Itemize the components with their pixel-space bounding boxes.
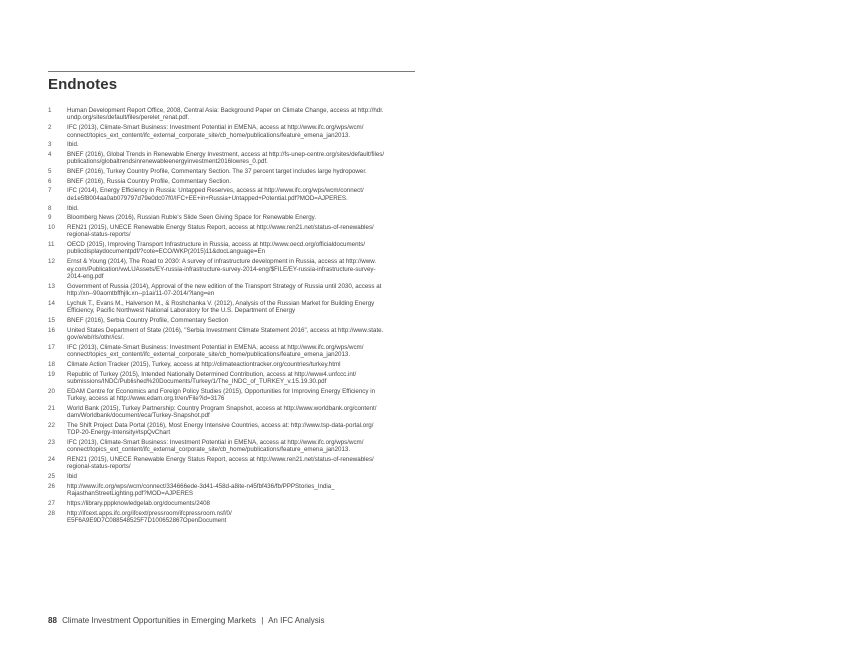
endnote-item xyxy=(48,224,416,239)
endnote-number: 17 xyxy=(48,343,55,351)
endnote-number: 12 xyxy=(48,258,55,266)
endnote-item xyxy=(48,168,416,175)
endnote-text: The Shift Project Data Portal (2016), Most Energy Intensive Countries, access at: http://www.tsp-data-portal.org/ TOP-20-Energy-Intensity#tspQvChart xyxy=(67,421,374,437)
endnote-text: http://ifcext.apps.ifc.org/ifcext/pressroom/ifcpressroom.nsf/0/ E5F6A9E9D7C088548525F7D100652867OpenDocument xyxy=(67,509,232,525)
endnote-number: 2 xyxy=(48,124,52,132)
endnote-number: 22 xyxy=(48,421,55,429)
endnote-text: OECD (2015), Improving Transport Infrastructure in Russia, access at http://www.oecd.org/officialdocuments/ publicdisplaydocumentpdf/?cote=ECO/WKP(2015)11&docLanguage=En xyxy=(67,241,366,256)
endnote-number: 26 xyxy=(48,482,55,490)
endnote-item xyxy=(48,439,416,454)
title-rule xyxy=(48,71,415,72)
endnote-text: IFC (2014), Energy Efficiency in Russia: Untapped Reserves, access at http://www.ifc.org/wps/wcm/connect/ de1e5f8004aa0ab079797d79e0dc07f0/IFC+EE+in+Russia+Untapped+Potential.pdf?MOD=AJPERES. xyxy=(67,187,364,202)
endnote-number: 28 xyxy=(48,509,55,517)
endnote-number: 27 xyxy=(48,500,55,507)
page-title: Endnotes xyxy=(48,76,118,93)
endnote-item xyxy=(48,214,416,221)
endnote-item xyxy=(48,258,416,280)
endnote-item xyxy=(48,300,416,315)
endnote-text: BNEF (2016), Serbia Country Profile, Commentary Section xyxy=(67,316,229,324)
endnote-number: 9 xyxy=(48,214,52,222)
endnote-number: 15 xyxy=(48,316,55,324)
endnote-text: Government of Russia (2014), Approval of the new edition of the Transport Strategy of Russia until 2030, access at http://xn--90aomtbffhjlk.xn--p1ai/11-07-2014/?lang=en xyxy=(67,282,382,298)
endnote-number: 18 xyxy=(48,360,55,368)
endnote-text: EDAM Centre for Economics and Foreign Policy Studies (2015), Opportunities for Improving Energy Efficiency in Turkey, access at http://www.edam.org.tr/en/File?id=3176 xyxy=(67,387,376,403)
endnote-item xyxy=(48,107,416,122)
endnote-number: 20 xyxy=(48,387,55,395)
endnote-text: Climate Action Tracker (2015), Turkey, access at http://climateactiontracker.org/countries/turkey.html xyxy=(67,360,341,368)
endnote-item xyxy=(48,205,416,212)
endnote-number: 7 xyxy=(48,187,52,195)
endnote-item xyxy=(48,473,416,480)
endnote-number: 8 xyxy=(48,204,52,212)
endnote-text: World Bank (2015), Turkey Partnership: Country Program Snapshot, access at http://www.worldbank.org/content/ dam/Worldbank/document/eca/Turkey-Snapshot.pdf xyxy=(67,404,377,420)
endnote-number: 14 xyxy=(48,299,55,307)
endnote-text: Ernst & Young (2014), The Road to 2030: A survey of infrastructure development in Russia, access at http://www. ey.com/Publication/vwLUAssets/EY-russia-infrastructure-survey-2014-eng/$FILE/EY-russia-infrastructure-survey- 2014-eng.pdf xyxy=(67,258,377,280)
endnote-text: Lychuk T., Evans M., Halverson M., & Roshchanka V. (2012), Analysis of the Russian Market for Building Energy Efficiency, Pacific Northwest National Laboratory for the U.S. Department of Energy xyxy=(67,299,375,315)
endnote-text: Bloomberg News (2016), Russian Ruble's Slide Seen Giving Space for Renewable Energy. xyxy=(67,214,317,222)
endnote-number: 3 xyxy=(48,141,52,149)
endnote-item xyxy=(48,388,416,403)
endnote-text: REN21 (2015), UNECE Renewable Energy Status Report, access at http://www.ren21.net/status-of-renewables/ regional-status-reports/ xyxy=(67,223,374,239)
endnote-item xyxy=(48,483,416,498)
endnote-item xyxy=(48,317,416,324)
endnote-number: 23 xyxy=(48,438,55,446)
endnote-item xyxy=(48,405,416,420)
endnote-text: http://www.ifc.org/wps/wcm/connect/334666ede-3d41-458d-a8ite-n45fbf436/fb/PPPStories_India_ RajasthanStreetLighting.pdf?MOD=AJPERES xyxy=(67,482,335,498)
endnote-item xyxy=(48,283,416,298)
endnote-text: https://library.pppknowledgelab.org/documents/2408 xyxy=(67,500,210,507)
endnote-number: 16 xyxy=(48,326,55,334)
endnote-text: Ibid. xyxy=(67,141,79,149)
endnote-text: IFC (2013), Climate-Smart Business: Investment Potential in EMENA, access at http://www.ifc.org/wps/wcm/ connect/topics_ext_content/ifc_external_corporate_site/cb_home/publications/feature_emena_jan2013. xyxy=(67,343,364,359)
endnote-text: United States Department of State (2016), "Serbia Investment Climate Statement 2016", access at http://www.state. gov/e/eb/rls/othr/ics/. xyxy=(67,326,384,342)
endnote-number: 19 xyxy=(48,370,55,378)
endnote-text: IFC (2013), Climate-Smart Business: Investment Potential in EMENA, access at http://www.ifc.org/wps/wcm/ connect/topics_ext_content/ifc_external_corporate_site/cb_home/publications/feature_emena_jan2013. xyxy=(67,124,364,139)
endnote-item xyxy=(48,124,416,139)
endnote-number: 13 xyxy=(48,282,55,290)
endnote-number: 25 xyxy=(48,473,55,481)
endnote-item xyxy=(48,187,416,202)
endnote-text: Ibid. xyxy=(67,204,79,212)
page-footer xyxy=(48,616,325,625)
endnote-item xyxy=(48,361,416,368)
endnote-text: Ibid xyxy=(67,473,77,481)
endnote-item xyxy=(48,422,416,437)
endnote-number: 4 xyxy=(48,150,52,158)
endnote-item xyxy=(48,241,416,256)
page-number: 88 xyxy=(48,616,57,625)
endnote-text: BNEF (2016), Russia Country Profile, Commentary Section. xyxy=(67,177,232,185)
endnote-item xyxy=(48,371,416,386)
endnote-number: 6 xyxy=(48,177,52,185)
publication-title: Climate Investment Opportunities in Emerging Markets xyxy=(62,616,256,625)
endnote-item xyxy=(48,178,416,185)
endnote-item xyxy=(48,344,416,359)
endnote-text: REN21 (2015), UNECE Renewable Energy Status Report, access at http://www.ren21.net/status-of-renewables/ regional-status-reports/ xyxy=(67,456,374,471)
footer-separator: | xyxy=(261,616,264,625)
endnote-item xyxy=(48,327,416,342)
publisher-label: An IFC Analysis xyxy=(268,616,325,625)
endnote-text: BNEF (2016), Global Trends in Renewable Energy Investment, access at http://fs-unep-centre.org/sites/default/files/ publications/globaltrendsinrenewableenergyinvestment2016lowres_0.pdf. xyxy=(67,150,385,166)
endnote-text: Republic of Turkey (2015), Intended Nationally Determined Contribution, access at http://www4.unfccc.int/ submissions/INDC/Published%20Documents/Turkey/1/The_INDC_of_TURKEY_v.15.19.30.pdf xyxy=(67,370,357,385)
endnote-number: 1 xyxy=(48,107,52,114)
endnote-text: IFC (2013), Climate-Smart Business: Investment Potential in EMENA, access at http://www.ifc.org/wps/wcm/ connect/topics_ext_content/ifc_external_corporate_site/cb_home/publications/feature_emena_jan2013. xyxy=(67,438,364,454)
endnote-item xyxy=(48,500,416,507)
endnote-item xyxy=(48,141,416,148)
endnote-item xyxy=(48,510,416,525)
endnote-number: 5 xyxy=(48,168,52,176)
endnotes-list xyxy=(48,107,416,527)
endnote-number: 10 xyxy=(48,223,55,231)
endnote-item xyxy=(48,456,416,471)
endnote-number: 11 xyxy=(48,241,55,249)
endnote-text: BNEF (2016), Turkey Country Profile, Commentary Section. The 37 percent target includes large hydropower. xyxy=(67,168,367,176)
endnote-number: 21 xyxy=(48,404,55,412)
endnote-number: 24 xyxy=(48,456,55,464)
endnote-text: Human Development Report Office, 2008, Central Asia: Background Paper on Climate Change, access at http://hdr. undp.org/sites/default/files/perelet_renat.pdf. xyxy=(67,107,384,122)
endnote-item xyxy=(48,151,416,166)
